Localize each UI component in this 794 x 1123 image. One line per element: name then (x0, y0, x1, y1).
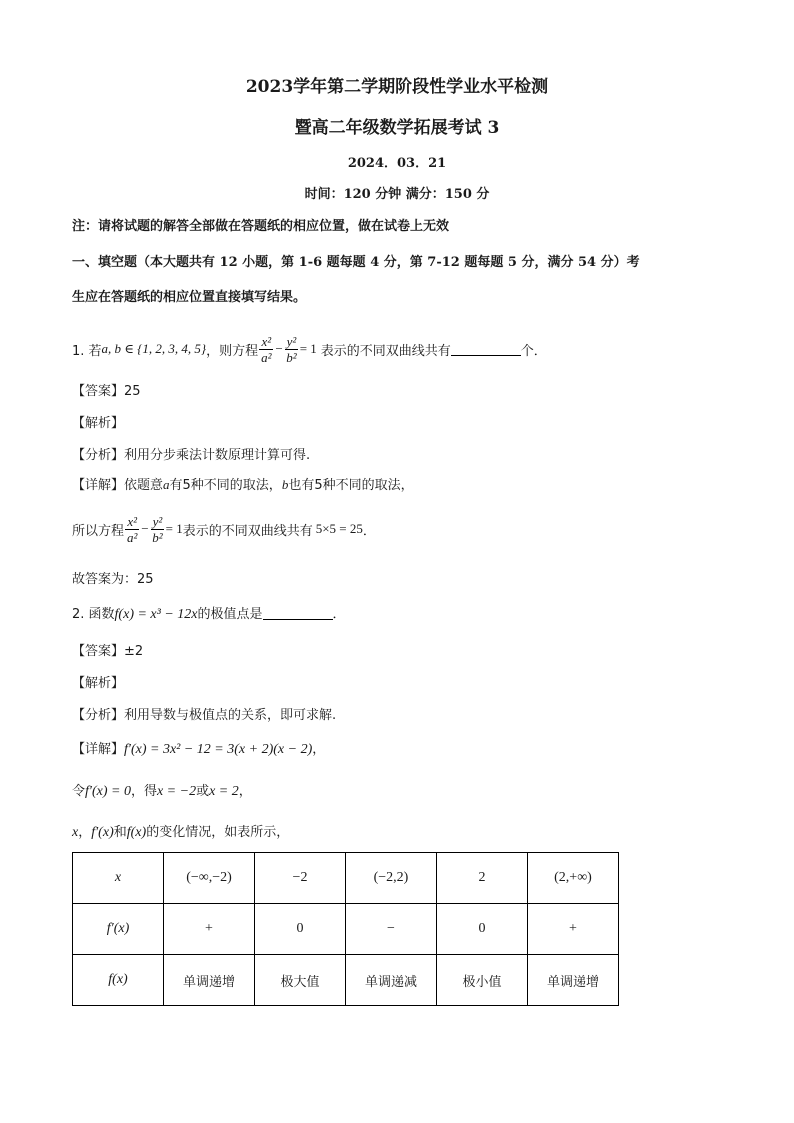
q1-answer-tag: 【答案】 (72, 384, 125, 399)
q1-xiangjie-a: 依题意 (124, 478, 164, 493)
table-row (73, 955, 619, 1006)
q1-c-frac-den2: b² (152, 529, 163, 545)
q1-analysis-tag: 【解析】 (72, 416, 125, 431)
table-cell: 极小值 (437, 955, 528, 1006)
q2-table-intro (72, 821, 289, 841)
q1-final-answer: 故答案为：25 (72, 572, 154, 587)
q1-frac-num2: y² (286, 333, 297, 349)
q1-xiangjie-tag: 【详解】 (72, 478, 125, 493)
q1-var-a: a (163, 477, 170, 492)
q2-let-line (72, 780, 252, 800)
q2-intro-end: 的变化情况，如表所示， (146, 825, 290, 840)
q2-answer-blank[interactable] (263, 606, 333, 620)
table-cell: 2 (437, 853, 528, 904)
q1-mid-text: ，则方程 (206, 343, 259, 359)
q1-conclusion-prefix: 所以方程 (72, 523, 125, 539)
q1-c-frac-den1: a² (127, 529, 138, 545)
q1-conclusion-suffix: 表示的不同双曲线共有 (182, 523, 313, 539)
q1-fraction-x (259, 334, 273, 365)
q1-prefix: 1. 若 (72, 343, 102, 359)
q1-answer-blank[interactable] (451, 342, 521, 356)
q2-intro-and: 和 (113, 825, 127, 840)
q1-c-minus: − (140, 521, 150, 536)
table-cell: (−∞,−2) (164, 853, 255, 904)
table-cell: x (73, 853, 164, 904)
q2-suffix: 的极值点是 (197, 607, 263, 622)
table-cell: 0 (255, 904, 346, 955)
q2-analysis-tag: 【解析】 (72, 676, 125, 691)
q1-c-eq-tail: = 1 (165, 521, 183, 536)
q1-fraction-y (284, 334, 298, 365)
q1-fenxi-text: 利用分步乘法计数原理计算可得. (124, 448, 311, 463)
exam-title-line2: 暨高二年级数学拓展考试 3 (294, 118, 500, 138)
q2-prefix: 2. 函数 (72, 607, 115, 622)
table-row (73, 904, 619, 955)
q1-c-frac-num2: y² (152, 513, 163, 529)
table-cell: + (164, 904, 255, 955)
table-cell: − (346, 904, 437, 955)
q1-answer-value: 25 (124, 384, 141, 399)
table-cell: 极大值 (255, 955, 346, 1006)
q1-end: 个． (520, 343, 547, 359)
q1-eq-tail: = 1 (299, 341, 317, 356)
table-cell: −2 (255, 853, 346, 904)
q1-conclusion (72, 506, 376, 552)
question-2 (72, 603, 346, 623)
table-row (73, 853, 619, 904)
table-cell: f(x) (73, 955, 164, 1006)
q2-let-prefix: 令 (72, 784, 86, 799)
q2-intro-f: f(x) (126, 825, 147, 840)
q2-derivative-end: ， (312, 742, 326, 757)
q1-conclusion-end: ． (362, 523, 376, 539)
section1-heading-line1: 一、填空题（本大题共有 12 小题，第 1-6 题每题 4 分，第 7-12 题每题 5 分，满分 54 分）考 (72, 255, 640, 270)
q2-let-equation: f′(x) = 0 (85, 784, 131, 799)
table-cell: + (528, 904, 619, 955)
q1-set-expression: a, b ∈ {1, 2, 3, 4, 5} (101, 341, 207, 356)
q2-fenxi-line (72, 704, 336, 723)
q2-fenxi-tag: 【分析】 (72, 708, 125, 723)
exam-time-score: 时间：120 分钟 满分：150 分 (304, 187, 490, 202)
q1-frac-den2: b² (286, 349, 297, 365)
q1-c-frac-num1: x² (127, 513, 138, 529)
q1-conclusion-calc: 5×5 = 25 (315, 521, 363, 536)
table-cell: 单调递减 (346, 955, 437, 1006)
q1-minus: − (274, 341, 284, 356)
q2-let-mid: ，得 (130, 784, 157, 799)
exam-title-line1: 2023学年第二学期阶段性学业水平检测 (245, 77, 549, 97)
q1-conclusion-fraction-y (150, 514, 164, 545)
q2-answer-value: ±2 (124, 644, 144, 659)
q2-let-end: ， (238, 784, 252, 799)
q2-end: ． (332, 607, 346, 622)
q1-answer-line (72, 380, 141, 399)
q1-xiangjie-c: 也有5种不同的取法， (288, 478, 414, 493)
q1-fenxi-tag: 【分析】 (72, 448, 125, 463)
q2-answer-tag: 【答案】 (72, 644, 125, 659)
q1-var-b: b (281, 477, 289, 492)
q2-xiangjie-line (72, 738, 325, 758)
q2-intro-sep: ， (78, 825, 92, 840)
table-cell: (−2,2) (346, 853, 437, 904)
q1-frac-num1: x² (261, 333, 272, 349)
table-cell: f′(x) (73, 904, 164, 955)
table-cell: 单调递增 (164, 955, 255, 1006)
q2-or: 或 (196, 784, 210, 799)
question-1 (72, 326, 547, 372)
q2-xiangjie-tag: 【详解】 (72, 742, 125, 757)
q2-answer-line (72, 640, 143, 659)
q2-root1: x = −2 (156, 784, 197, 799)
q1-suffix: 表示的不同双曲线共有 (320, 343, 451, 359)
table-cell: (2,+∞) (528, 853, 619, 904)
q2-intro-fprime: f′(x) (91, 825, 114, 840)
q1-conclusion-fraction-x (125, 514, 139, 545)
exam-date: 2024．03．21 (347, 156, 447, 171)
q1-fenxi-line (72, 444, 310, 463)
variation-table (72, 852, 619, 1006)
q2-fenxi-text: 利用导数与极值点的关系，即可求解. (124, 708, 337, 723)
q2-derivative: f′(x) = 3x² − 12 = 3(x + 2)(x − 2) (124, 742, 313, 757)
q1-frac-den1: a² (261, 349, 272, 365)
exam-notice: 注：请将试题的解答全部做在答题纸的相应位置，做在试卷上无效 (72, 219, 450, 234)
section1-heading-line2: 生应在答题纸的相应位置直接填写结果。 (72, 290, 307, 305)
q1-xiangjie-b: 有5种不同的取法， (169, 478, 282, 493)
q2-root2: x = 2 (209, 784, 239, 799)
q2-function: f(x) = x³ − 12x (114, 607, 198, 622)
q1-xiangjie-line (72, 474, 414, 493)
table-cell: 单调递增 (528, 955, 619, 1006)
table-cell: 0 (437, 904, 528, 955)
q2-intro-x: x (72, 825, 79, 840)
